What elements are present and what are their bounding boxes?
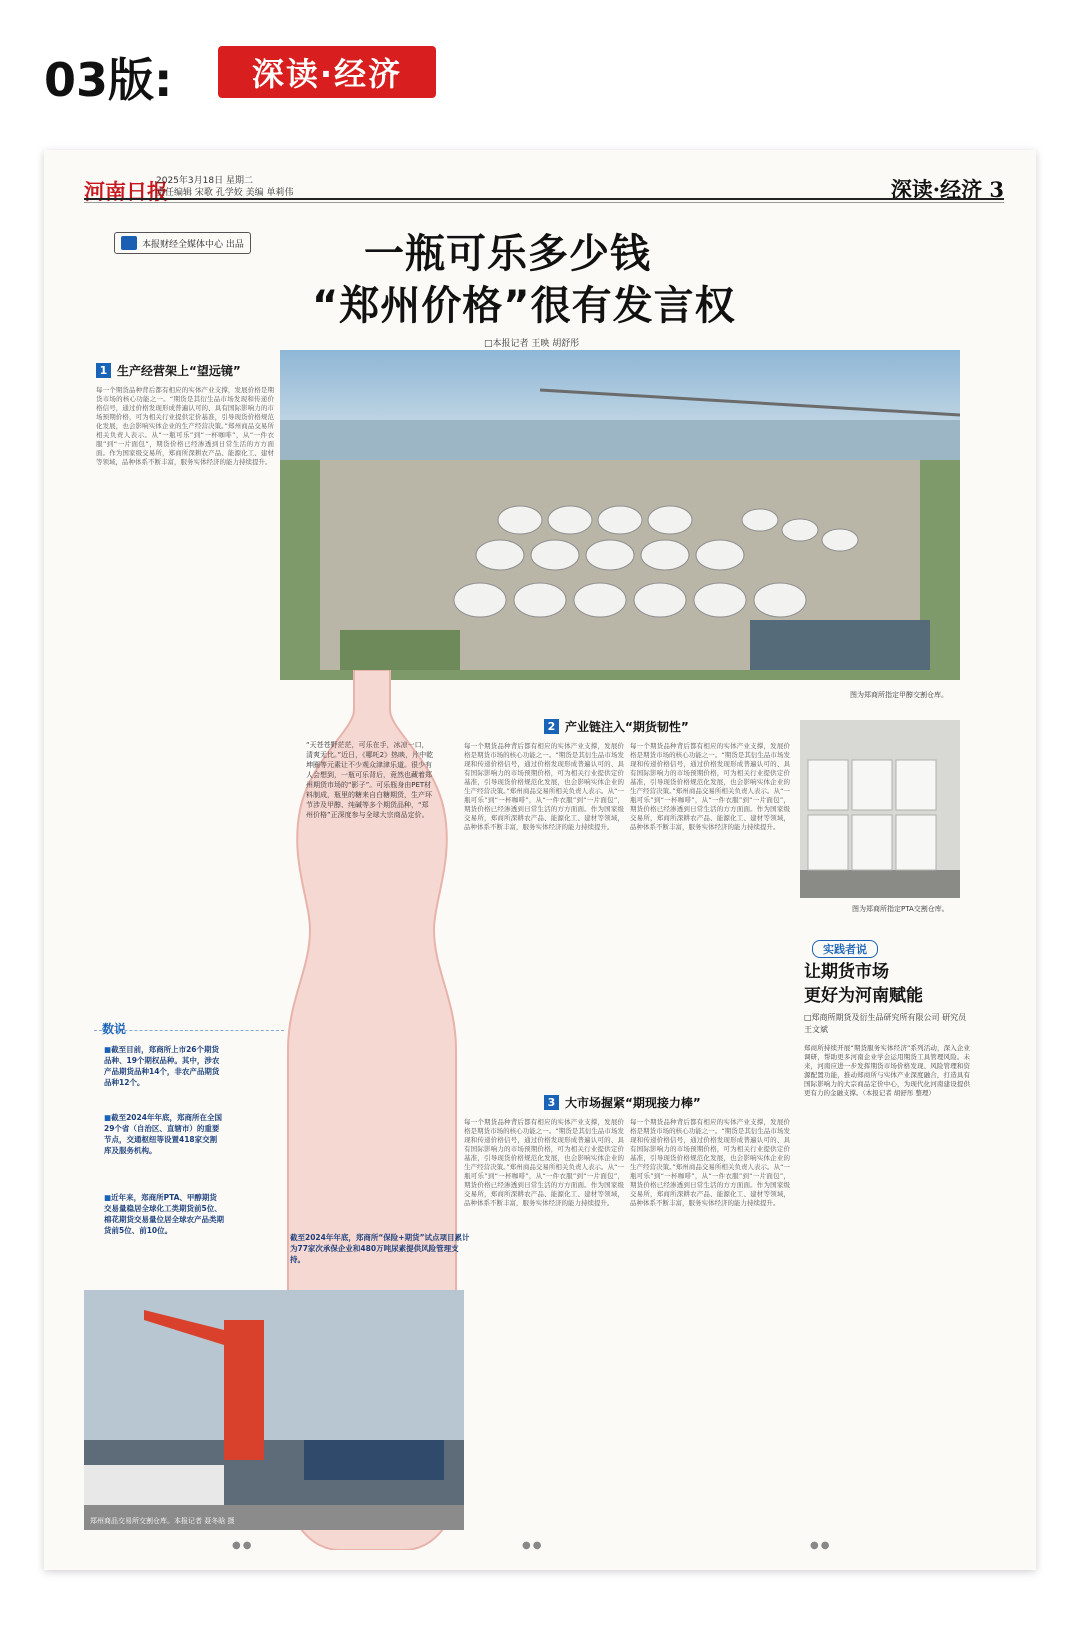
data-section-label: 数说 xyxy=(102,1022,127,1036)
section-2-body-col-1: 每一个期货品种背后都有相应的实体产业支撑，发展价格是期货市场的核心功能之一。“期货是其衍生品市场发现和传递价格信号，通过价格发现形成普遍认可的、具有国际影响力的市场预期价格，可为相关行业提供定价基准，引导现货价格规范化发展，也会影响实体企业的生产经营决策。”郑州商品交易所相关负责人表示。从“一瓶可乐”到“一杯咖啡”，从“一件衣服”到“一片面包”，期货价格已经渗透到日常生活的方方面面。作为国家级交易所，郑商所深耕农产品、能源化工、建材等领域，品种体系不断丰富，服务实体经济的能力持续提升。 xyxy=(464,742,624,831)
pta-warehouse-illustration xyxy=(800,720,960,898)
section-3-label: 大市场握紧“期现接力棒” xyxy=(565,1096,701,1110)
headline-line-2: “郑州价格”很有发言权 xyxy=(312,283,736,329)
page-label: 03版: xyxy=(44,53,173,107)
aerial-photo-tank-farm xyxy=(280,350,960,680)
section-1-body: 每一个期货品种背后都有相应的实体产业支撑，发展价格是期货市场的核心功能之一。“期货是其衍生品市场发现和传递价格信号，通过价格发现形成普遍认可的、具有国际影响力的市场预期价格，可为相关行业提供定价基准，引导现货价格规范化发展，也会影响实体企业的生产经营决策。”郑州商品交易所相关负责人表示。从“一瓶可乐”到“一杯咖啡”，从“一件衣服”到“一片面包”，期货价格已经渗透到日常生活的方方面面。作为国家级交易所，郑商所深耕农产品、能源化工、建材等领域，品种体系不断丰富，服务实体经济的能力持续提升。 xyxy=(96,386,274,466)
header-rule-thin xyxy=(84,202,1004,203)
section-1-label: 生产经营架上“望远镜” xyxy=(117,364,241,378)
dateline xyxy=(156,175,293,199)
section-1-title xyxy=(96,362,241,379)
practice-title xyxy=(804,960,923,1008)
date-text: 2025年3月18日 星期二 xyxy=(156,176,253,186)
caption-top-photo: 图为郑商所指定甲醇交割仓库。 xyxy=(850,691,948,699)
section-2-number: 2 xyxy=(544,719,559,734)
header-rule xyxy=(84,198,1004,200)
section-2-label: 产业链注入“期货韧性” xyxy=(565,720,689,734)
port-crane-illustration xyxy=(84,1290,464,1530)
pager-dots-left: ●● xyxy=(232,1540,254,1551)
practice-title-line-2: 更好为河南赋能 xyxy=(804,986,923,1006)
insurance-futures-note: 截至2024年年底，郑商所“保险+期货”试点项目累计为77家次承保企业和480万吨尿素提供风险管理支持。 xyxy=(290,1233,470,1264)
data-section-title xyxy=(102,1020,126,1037)
masthead-logo: 河南日报 xyxy=(84,179,168,204)
section-head: 深读·经济 3 xyxy=(890,177,1004,202)
practice-author: □郑商所期货及衍生品研究所有限公司 研究员 王文斌 xyxy=(804,1013,967,1034)
data-item-1: ■ 截至目前，郑商所上市26个期货品种、19个期权品种。其中，涉农产品期货品种14个，非农产品期货品种12个。 xyxy=(104,1044,224,1088)
pager-dots-middle: ●● xyxy=(522,1540,544,1551)
section-3-number: 3 xyxy=(544,1095,559,1110)
section-3-body-col-1: 每一个期货品种背后都有相应的实体产业支撑，发展价格是期货市场的核心功能之一。“期货是其衍生品市场发现和传递价格信号，通过价格发现形成普遍认可的、具有国际影响力的市场预期价格，可为相关行业提供定价基准，引导现货价格规范化发展，也会影响实体企业的生产经营决策。”郑州商品交易所相关负责人表示。从“一瓶可乐”到“一杯咖啡”，从“一件衣服”到“一片面包”，期货价格已经渗透到日常生活的方方面面。作为国家级交易所，郑商所深耕农产品、能源化工、建材等领域，品种体系不断丰富，服务实体经济的能力持续提升。 xyxy=(464,1118,624,1207)
section-2-body-col-2: 每一个期货品种背后都有相应的实体产业支撑，发展价格是期货市场的核心功能之一。“期货是其衍生品市场发现和传递价格信号，通过价格发现形成普遍认可的、具有国际影响力的市场预期价格，可为相关行业提供定价基准，引导现货价格规范化发展，也会影响实体企业的生产经营决策。”郑州商品交易所相关负责人表示。从“一瓶可乐”到“一杯咖啡”，从“一件衣服”到“一片面包”，期货价格已经渗透到日常生活的方方面面。作为国家级交易所，郑商所深耕农产品、能源化工、建材等领域，品种体系不断丰富，服务实体经济的能力持续提升。 xyxy=(630,742,790,831)
byline: □本报记者 王映 胡舒彤 xyxy=(484,339,580,349)
section-2-title xyxy=(544,718,689,735)
media-center-label: 本报财经全媒体中心 出品 xyxy=(142,239,244,250)
practice-body: 郑商所持续开展“期货服务实体经济”系列活动，深入企业调研，帮助更多河南企业学会运用期货工具管理风险。未来，河南应进一步发挥期货市场价格发现、风险管理和资源配置功能，推动郑商所与实体产业深度融合，打造具有国际影响力的大宗商品定价中心，为现代化河南建设提供更有力的金融支撑。（本报记者 胡舒彤 整理） xyxy=(804,1044,970,1097)
pta-warehouse-photo xyxy=(800,720,960,898)
media-center-box xyxy=(114,232,251,254)
bottle-article-text: “天苍苍野茫茫，可乐在手，冰凉一口，清爽无比。”近日，《哪吒2》热映，片中乾坤圈等元素让不少观众津津乐道。很少有人会想到，一瓶可乐背后，竟然也藏着郑州期货市场的“影子”。可乐瓶身由PET材料制成，瓶里的糖来自白糖期货，生产环节涉及甲醇、纯碱等多个期货品种，“郑州价格”正深度参与全球大宗商品定价。 xyxy=(306,741,434,819)
editors-text: 责任编辑 宋歌 孔学姣 美编 单莉伟 xyxy=(156,188,294,198)
section-3-title xyxy=(544,1094,701,1111)
section-1-number: 1 xyxy=(96,363,111,378)
headline-line-1: 一瓶可乐多少钱 xyxy=(364,231,651,277)
aerial-photo-illustration xyxy=(280,350,960,680)
practice-tag: 实践者说 xyxy=(812,940,878,958)
pager-dots-right: ●● xyxy=(810,1540,832,1551)
media-center-icon xyxy=(121,236,137,250)
data-item-3: ■ 近年来，郑商所PTA、甲醇期货交易量稳居全球化工类期货前5位、棉花期货交易量位居全球农产品类期货前5位、前10位。 xyxy=(104,1192,224,1236)
section-badge: 深读·经济 xyxy=(218,46,436,98)
data-item-2: ■ 截至2024年年底，郑商所在全国29个省（自治区、直辖市）的重要节点，交通枢纽等设置418家交割库及服务机构。 xyxy=(104,1112,224,1156)
port-crane-photo xyxy=(84,1290,464,1530)
caption-bottom-photo: 郑州商品交易所交割仓库。本报记者 聂冬晗 摄 xyxy=(90,1517,235,1525)
practice-title-line-1: 让期货市场 xyxy=(804,962,889,982)
caption-right-photo: 图为郑商所指定PTA交割仓库。 xyxy=(852,905,949,913)
newspaper-page[interactable] xyxy=(44,150,1036,1570)
section-3-body-col-2: 每一个期货品种背后都有相应的实体产业支撑，发展价格是期货市场的核心功能之一。“期货是其衍生品市场发现和传递价格信号，通过价格发现形成普遍认可的、具有国际影响力的市场预期价格，可为相关行业提供定价基准，引导现货价格规范化发展，也会影响实体企业的生产经营决策。”郑州商品交易所相关负责人表示。从“一瓶可乐”到“一杯咖啡”，从“一件衣服”到“一片面包”，期货价格已经渗透到日常生活的方方面面。作为国家级交易所，郑商所深耕农产品、能源化工、建材等领域，品种体系不断丰富，服务实体经济的能力持续提升。 xyxy=(630,1118,790,1207)
headline xyxy=(312,228,736,332)
